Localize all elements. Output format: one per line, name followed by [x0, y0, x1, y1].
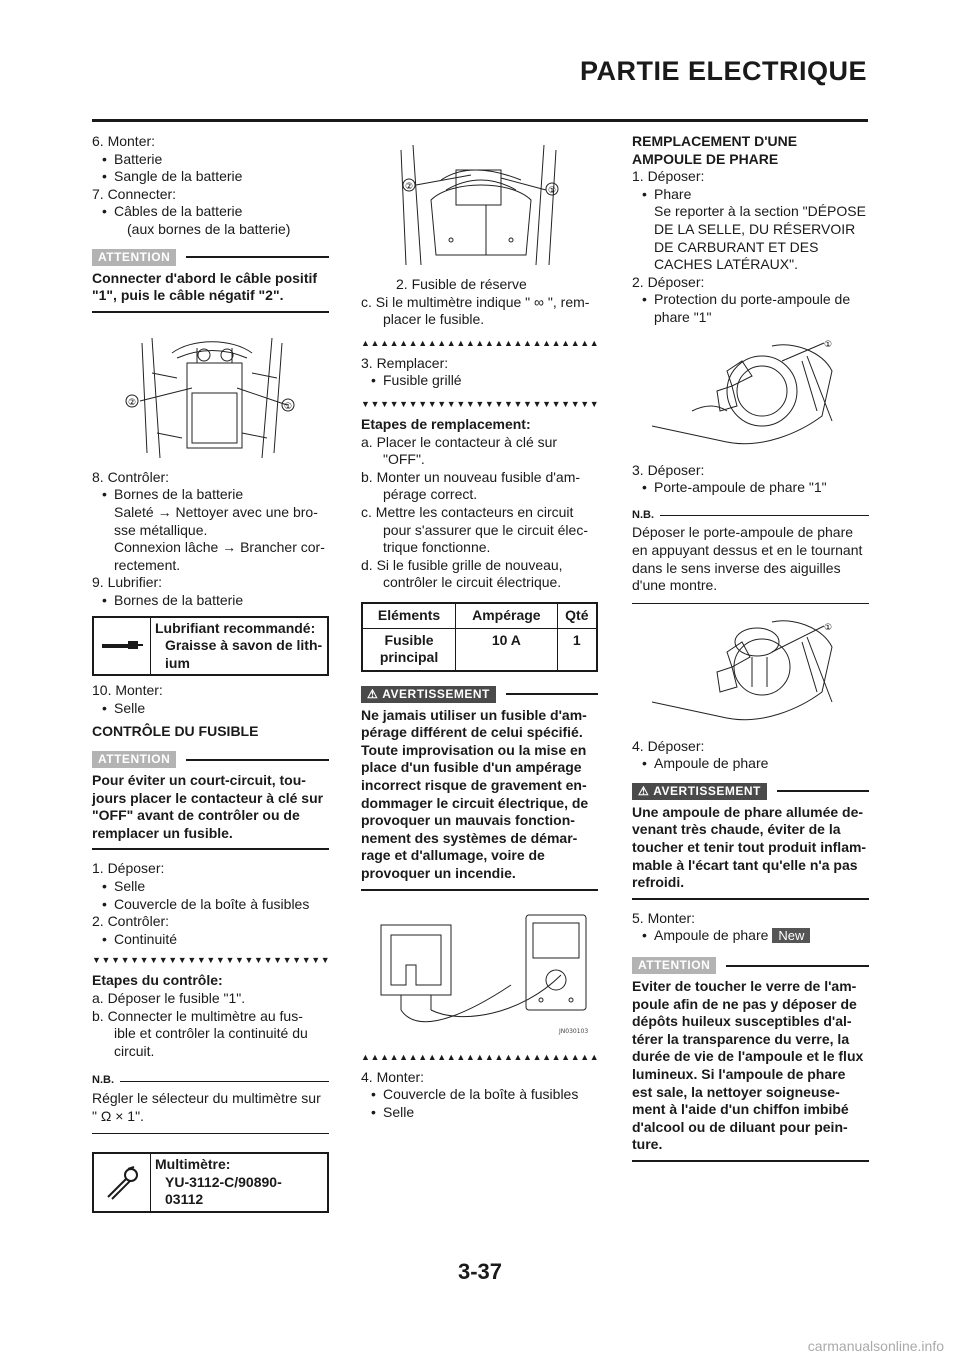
warning-text: provoquer un incendie.: [361, 865, 516, 882]
lubricant-box: [92, 616, 329, 677]
headlight-figure-1: [632, 331, 869, 456]
attention-badge: [92, 249, 329, 266]
header-rule: [92, 119, 868, 122]
table-cell: principal: [379, 649, 439, 666]
nb-label: N.B.: [632, 508, 654, 521]
text-line: rectement.: [114, 556, 181, 573]
triangle-rule-up: ▲ ▲ ▲ ▲ ▲ ▲ ▲ ▲ ▲ ▲ ▲ ▲ ▲ ▲ ▲ ▲ ▲ ▲ ▲ ▲ ▲ ▲ ▲ ▲ ▲: [361, 1051, 598, 1062]
step-2: 2. Déposer:: [632, 273, 705, 290]
text-line: CACHES LATÉRAUX".: [654, 256, 798, 273]
text-line: placer le fusible.: [383, 311, 485, 328]
tool-icon: [102, 1163, 142, 1203]
attention-text: Eviter de toucher le verre de l'am-: [632, 978, 857, 995]
figure-callout: ①: [824, 339, 833, 350]
column-3: [632, 133, 869, 1162]
text-line: pérage correct.: [383, 486, 478, 503]
figure-callout: ①: [824, 622, 833, 633]
step-1: 1. Déposer:: [92, 860, 165, 877]
warning-text: incorrect risque de gravement en-: [361, 777, 587, 794]
warning-text: Ne jamais utiliser un fusible d'am-: [361, 706, 587, 723]
text-line: trique fonctionne.: [383, 539, 491, 556]
attention-label: ATTENTION: [632, 957, 716, 974]
warning-badge: [632, 783, 869, 800]
table-header: Ampérage: [456, 603, 558, 628]
warning-text: Une ampoule de phare allumée de-: [632, 803, 864, 820]
attention-text: d'alcool ou de diluant pour pein-: [632, 1118, 848, 1135]
text-line: contrôler le circuit électrique.: [383, 574, 562, 591]
list-item: • Protection du porte-ampoule de: [632, 291, 869, 309]
attention-text: ment à l'aide d'un chiffon imbibé: [632, 1101, 849, 1118]
list-item: • Fusible grillé: [361, 372, 598, 390]
list-item: • Porte-ampoule de phare "1": [632, 479, 869, 497]
step-4: 4. Déposer:: [632, 737, 705, 754]
table-header: Qté: [557, 603, 597, 628]
new-tag: New: [772, 928, 810, 943]
lubricant-title: Lubrifiant recommandé:: [155, 619, 316, 636]
step-3: 3. Remplacer:: [361, 354, 449, 371]
steps-heading: Etapes du contrôle:: [92, 972, 223, 989]
warning-text: mable à l'écart tant qu'elle n'a pas: [632, 856, 858, 873]
text-line: circuit.: [114, 1042, 155, 1059]
list-item: • Selle: [92, 878, 329, 896]
text-line: c. Si le multimètre indique " ∞ ", rem-: [361, 293, 590, 310]
warning-text: refroidi.: [632, 874, 685, 891]
section-heading: REMPLACEMENT D'UNE: [632, 133, 798, 149]
grease-gun-icon: [100, 636, 144, 656]
attention-text: poule afin de ne pas y déposer de: [632, 995, 857, 1012]
list-item: • Phare: [632, 186, 869, 204]
warning-icon: ⚠: [638, 783, 650, 798]
triangle-rule-down: ▼ ▼ ▼ ▼ ▼ ▼ ▼ ▼ ▼ ▼ ▼ ▼ ▼ ▼ ▼ ▼ ▼ ▼ ▼ ▼ ▼ ▼ ▼ ▼ ▼: [92, 955, 329, 966]
figure-callout: ①: [548, 186, 557, 196]
step-8: 8. Contrôler:: [92, 468, 170, 485]
attention-text: térer la transparence du verre, la: [632, 1030, 850, 1047]
watermark: carmanualsonline.info: [807, 1338, 944, 1354]
figure-callout: ②: [405, 182, 414, 192]
nb-text: Déposer le porte-ampoule de phare: [632, 524, 854, 541]
nb-label: N.B.: [92, 1074, 114, 1087]
attention-text: "OFF" avant de contrôler ou de: [92, 807, 300, 824]
text-line: b. Monter un nouveau fusible d'am-: [361, 468, 581, 485]
triangle-rule-up: ▲ ▲ ▲ ▲ ▲ ▲ ▲ ▲ ▲ ▲ ▲ ▲ ▲ ▲ ▲ ▲ ▲ ▲ ▲ ▲ ▲ ▲ ▲ ▲ ▲: [361, 337, 598, 348]
attention-text: jours placer le contacteur à clé sur: [92, 789, 324, 806]
attention-text: durée de vie de l'ampoule et le flux: [632, 1048, 864, 1065]
attention-text: est sale, la nettoyer soigneuse-: [632, 1083, 840, 1100]
text-line: phare "1": [654, 308, 712, 325]
attention-text: dépôts huileux susceptibles d'al-: [632, 1013, 852, 1030]
table-header: Eléments: [362, 603, 456, 628]
text-line: Saleté → Nettoyer avec une bro-: [114, 503, 318, 520]
column-1: [92, 133, 329, 1213]
step-4: 4. Monter:: [361, 1068, 425, 1085]
list-item: • Batterie: [92, 151, 329, 169]
warning-badge: [361, 686, 598, 703]
steps-heading: Etapes de remplacement:: [361, 415, 531, 432]
table-row: [362, 628, 597, 671]
warning-text: place d'un fusible d'un ampérage: [361, 759, 582, 776]
figure-caption: 2. Fusible de réserve: [396, 276, 527, 292]
warning-text: Toute improvisation ou la mise en: [361, 741, 587, 758]
step-10: 10. Monter:: [92, 682, 163, 699]
step-1: 1. Déposer:: [632, 168, 705, 185]
attention-text: ture.: [632, 1136, 663, 1153]
step-7-sub: (aux bornes de la batterie): [127, 220, 291, 237]
step-5: 5. Monter:: [632, 909, 696, 926]
text-line: Se reporter à la section "DÉPOSE: [654, 203, 866, 220]
list-item: • Selle: [361, 1104, 598, 1122]
nb-header: [632, 507, 869, 525]
page-number: 3-37: [457, 1259, 503, 1284]
list-item: • Continuité: [92, 931, 329, 949]
table-cell: 1: [557, 628, 597, 671]
tool-value: 03112: [165, 1191, 204, 1208]
warning-text: toucher et tenir tout produit inflam-: [632, 839, 867, 856]
nb-text: " Ω × 1".: [92, 1107, 144, 1124]
attention-text: Pour éviter un court-circuit, tou-: [92, 772, 306, 789]
headlight-figure-2: [632, 612, 869, 732]
text-line: b. Connecter le multimètre au fus-: [92, 1007, 303, 1024]
list-item: • Ampoule de phare New: [632, 927, 869, 945]
text-line: d. Si le fusible grille de nouveau,: [361, 556, 563, 573]
step-6: 6. Monter:: [92, 133, 156, 149]
text-line: pour s'assurer que le circuit élec-: [383, 521, 588, 538]
table-cell: Fusible: [384, 631, 434, 648]
step-2: 2. Contrôler:: [92, 913, 170, 930]
list-item: • Sangle de la batterie: [92, 168, 329, 186]
tool-title: Multimètre:: [155, 1156, 231, 1173]
list-item: • Bornes de la batterie: [92, 592, 329, 610]
multimeter-figure: [361, 905, 598, 1045]
warning-text: dommager le circuit électrique, de: [361, 794, 589, 811]
attention-text: lumineux. Si l'ampoule de phare: [632, 1066, 846, 1082]
attention-label: ATTENTION: [92, 249, 176, 266]
text-line: DE CARBURANT ET DES: [654, 238, 819, 255]
attention-text: "1", puis le câble négatif "2".: [92, 287, 284, 304]
column-2: [361, 140, 598, 1121]
warning-text: rage et d'allumage, voire de: [361, 847, 545, 864]
triangle-rule-down: ▼ ▼ ▼ ▼ ▼ ▼ ▼ ▼ ▼ ▼ ▼ ▼ ▼ ▼ ▼ ▼ ▼ ▼ ▼ ▼ ▼ ▼ ▼ ▼ ▼: [361, 398, 598, 409]
warning-text: pérage différent de celui spécifié.: [361, 724, 583, 741]
attention-badge: [92, 751, 329, 768]
attention-text: Connecter d'abord le câble positif: [92, 269, 318, 286]
section-heading: CONTRÔLE DU FUSIBLE: [92, 723, 259, 740]
attention-label: ATTENTION: [92, 751, 176, 768]
warning-label: ⚠ AVERTISSEMENT: [632, 783, 767, 800]
warning-text: nement des systèmes de démar-: [361, 829, 578, 846]
table-cell: 10 A: [456, 628, 558, 671]
battery-figure: [92, 333, 329, 463]
nb-text: dans le sens inverse des aiguilles: [632, 559, 841, 576]
fuse-box-figure: [361, 140, 598, 270]
text-line: ible et contrôler la continuité du: [114, 1025, 308, 1042]
text-line: a. Déposer le fusible "1".: [92, 990, 246, 1006]
section-heading: AMPOULE DE PHARE: [632, 150, 779, 167]
step-3: 3. Déposer:: [632, 461, 705, 478]
text-line: "OFF".: [383, 451, 425, 468]
step-9: 9. Lubrifier:: [92, 574, 163, 591]
list-item: • Ampoule de phare: [632, 755, 869, 773]
lubricant-value: ium: [165, 654, 190, 671]
warning-icon: ⚠: [367, 686, 379, 701]
list-item: • Couvercle de la boîte à fusibles: [361, 1086, 598, 1104]
text-line: DE LA SELLE, DU RÉSERVOIR: [654, 220, 856, 237]
step-7: 7. Connecter:: [92, 185, 177, 202]
text-line: Connexion lâche → Brancher cor-: [114, 539, 325, 556]
warning-text: venant très chaude, éviter de la: [632, 821, 841, 838]
nb-text: d'une montre.: [632, 577, 718, 594]
nb-text: Régler le sélecteur du multimètre sur: [92, 1089, 321, 1106]
figure-callout: ②: [128, 397, 137, 408]
text-line: a. Placer le contacteur à clé sur: [361, 433, 558, 450]
list-item: • Bornes de la batterie: [92, 486, 329, 504]
tool-box: [92, 1152, 329, 1213]
fuse-table: [361, 602, 598, 672]
list-item: • Couvercle de la boîte à fusibles: [92, 896, 329, 914]
attention-badge: [632, 957, 869, 974]
nb-text: en appuyant dessus et en le tournant: [632, 541, 863, 558]
lubricant-value: Graisse à savon de lith-: [165, 637, 323, 654]
text-line: c. Mettre les contacteurs en circuit: [361, 503, 574, 520]
page-title: PARTIE ELECTRIQUE: [579, 56, 867, 86]
list-item: • Câbles de la batterie: [92, 203, 329, 221]
list-item: • Selle: [92, 700, 329, 718]
warning-text: provoquer un mauvais fonction-: [361, 812, 575, 829]
figure-code: JN030103: [559, 1027, 589, 1035]
attention-text: remplacer un fusible.: [92, 824, 233, 841]
warning-label: ⚠ AVERTISSEMENT: [361, 686, 496, 703]
tool-value: YU-3112-C/90890-: [165, 1173, 282, 1190]
figure-callout: ①: [284, 401, 293, 412]
text-line: sse métallique.: [114, 521, 208, 538]
nb-header: [92, 1072, 329, 1090]
